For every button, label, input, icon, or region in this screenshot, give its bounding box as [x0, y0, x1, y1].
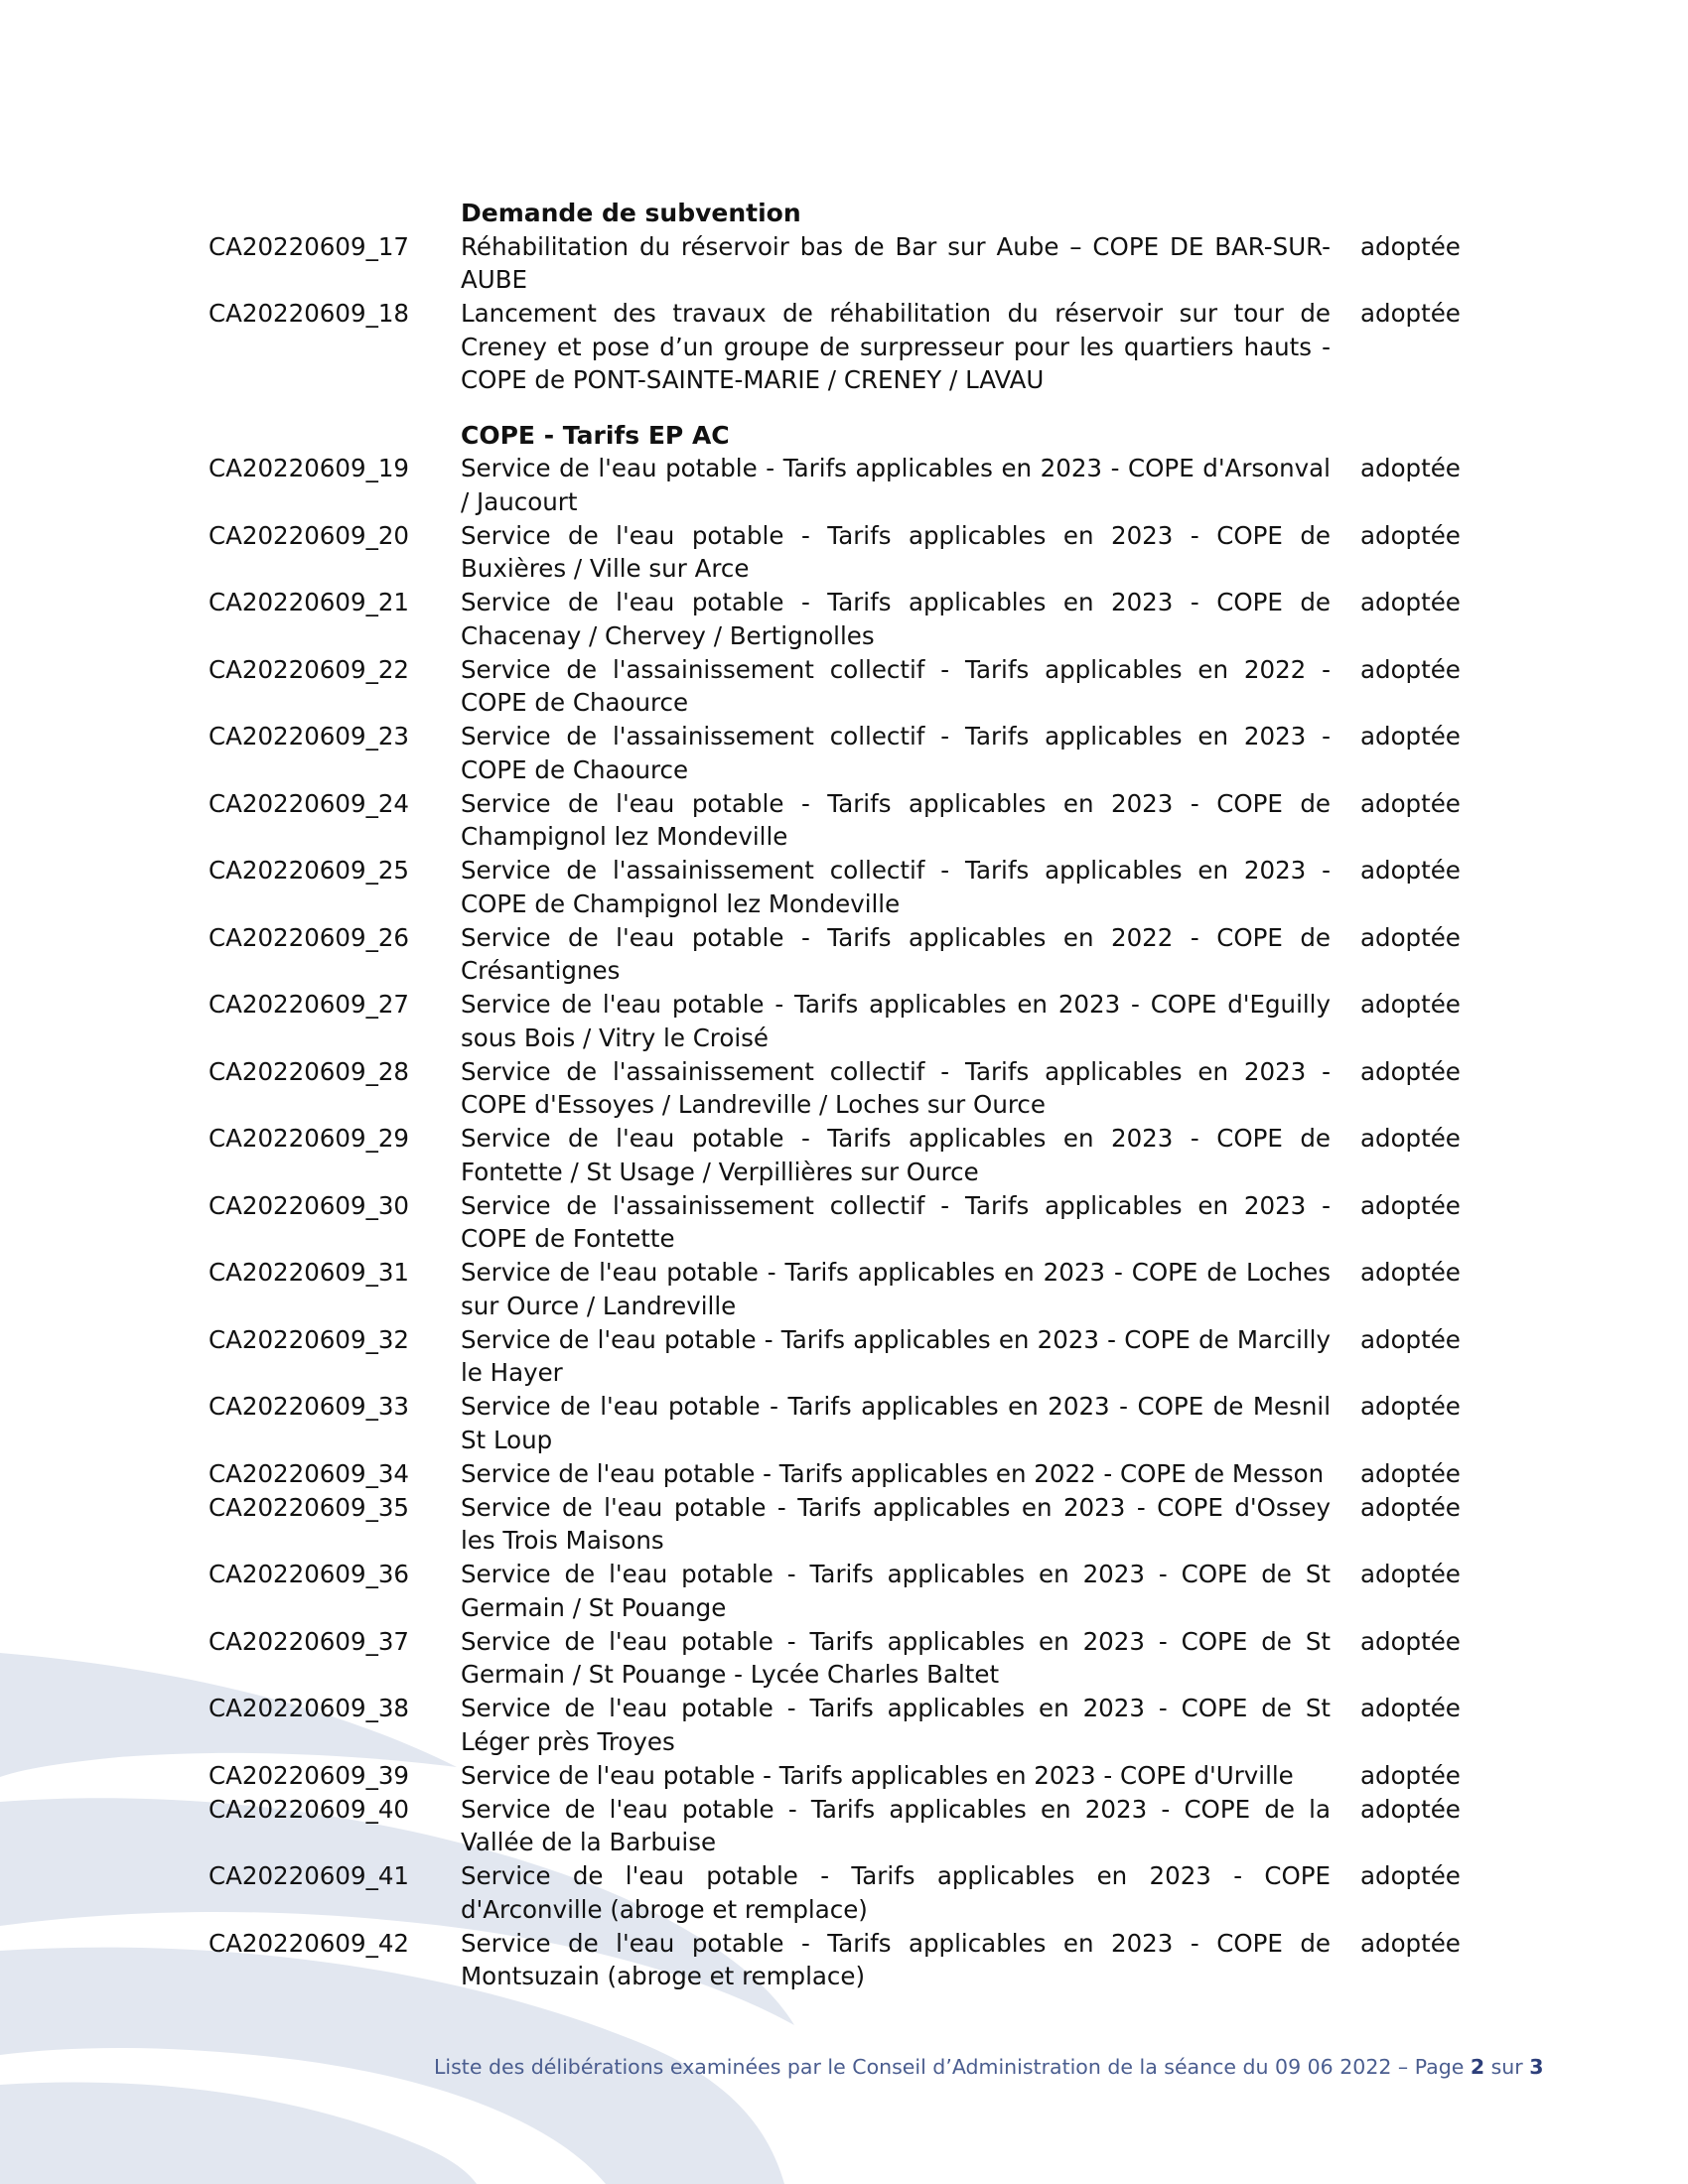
deliberation-text: Service de l'eau potable - Tarifs applicables en 2023 - COPE de Buxières / Ville sur Arce: [461, 520, 1331, 583]
deliberation-id: CA20220609_23: [209, 722, 409, 751]
deliberation-text: Lancement des travaux de réhabilitation du réservoir sur tour de Creney et pose d’un groupe de surpresseur pour les quartiers hauts - COPE de PONT-SAINTE-MARIE / CRENEY / LAVAU: [461, 299, 1331, 394]
section-title: COPE - Tarifs EP AC: [461, 420, 730, 450]
deliberation-text: Service de l'eau potable - Tarifs applicables en 2023 - COPE de Mesnil St Loup: [461, 1392, 1331, 1454]
deliberation-id: CA20220609_21: [209, 588, 409, 616]
deliberation-row: [209, 297, 1489, 397]
deliberation-id: CA20220609_26: [209, 922, 409, 952]
deliberation-id: CA20220609_19: [209, 454, 409, 482]
footer-text: Liste des délibérations examinées par le Conseil d’Administration de la séance du 09 06 2022 – Page: [434, 2055, 1471, 2079]
deliberation-row: [209, 1759, 1489, 1793]
section-cope-tarifs: [209, 419, 1489, 1993]
deliberation-id: CA20220609_22: [209, 654, 409, 684]
deliberation-status: adoptée: [1360, 1458, 1461, 1488]
deliberation-text: Service de l'assainissement collectif - Tarifs applicables en 2023 - COPE de Fontette: [461, 1190, 1331, 1253]
deliberation-row: [209, 653, 1489, 720]
deliberation-text: Service de l'eau potable - Tarifs applicables en 2023 - COPE de Champignol lez Mondeville: [461, 788, 1331, 851]
deliberation-status: adoptée: [1360, 1056, 1461, 1086]
deliberation-id: CA20220609_31: [209, 1258, 409, 1287]
deliberation-status: adoptée: [1360, 856, 1461, 885]
deliberation-id: CA20220609_20: [209, 520, 409, 550]
deliberation-text: Service de l'eau potable - Tarifs applicables en 2023 - COPE de la Vallée de la Barbuise: [461, 1794, 1331, 1856]
deliberation-status: adoptée: [1360, 1626, 1461, 1656]
deliberation-status: adoptée: [1360, 1492, 1461, 1522]
deliberation-row: [209, 1793, 1489, 1859]
deliberation-row: [209, 1692, 1489, 1758]
section-demande-subvention: [209, 197, 1489, 397]
deliberation-id: CA20220609_34: [209, 1458, 409, 1488]
deliberation-text: Réhabilitation du réservoir bas de Bar sur Aube – COPE DE BAR-SUR-AUBE: [461, 231, 1331, 294]
deliberation-id: CA20220609_24: [209, 788, 409, 818]
deliberation-text: Service de l'eau potable - Tarifs applicables en 2023 - COPE de Chacenay / Chervey / Bertignolles: [461, 588, 1331, 650]
deliberation-row: [209, 854, 1489, 920]
deliberation-status: adoptée: [1360, 1928, 1461, 1958]
deliberation-text: Service de l'eau potable - Tarifs applicables en 2023 - COPE d'Arsonval / Jaucourt: [461, 454, 1331, 516]
deliberation-id: CA20220609_29: [209, 1124, 409, 1153]
deliberation-id: CA20220609_33: [209, 1392, 409, 1421]
deliberation-text: Service de l'assainissement collectif - Tarifs applicables en 2022 - COPE de Chaource: [461, 654, 1331, 717]
deliberation-status: adoptée: [1360, 1560, 1461, 1588]
deliberation-status: adoptée: [1360, 1694, 1461, 1722]
deliberation-row: [209, 1323, 1489, 1390]
deliberation-status: adoptée: [1360, 299, 1461, 328]
deliberation-row: [209, 1927, 1489, 1993]
deliberation-row: [209, 1625, 1489, 1692]
deliberation-row: [209, 720, 1489, 786]
deliberation-id: CA20220609_40: [209, 1794, 409, 1824]
deliberation-row: [209, 1256, 1489, 1322]
deliberation-text: Service de l'eau potable - Tarifs applicables en 2023 - COPE d'Arconville (abroge et remplace): [461, 1861, 1331, 1924]
deliberation-status: adoptée: [1360, 1258, 1461, 1287]
deliberation-row: [209, 586, 1489, 652]
deliberation-id: CA20220609_38: [209, 1694, 409, 1722]
deliberation-id: CA20220609_39: [209, 1760, 409, 1790]
deliberation-text: Service de l'assainissement collectif - Tarifs applicables en 2023 - COPE d'Essoyes / Landreville / Loches sur Ource: [461, 1056, 1331, 1119]
deliberation-id: CA20220609_27: [209, 990, 409, 1019]
deliberation-id: CA20220609_30: [209, 1190, 409, 1220]
deliberation-row: [209, 519, 1489, 586]
section-title: Demande de subvention: [461, 199, 801, 227]
deliberation-id: CA20220609_35: [209, 1492, 409, 1522]
deliberations-list: [209, 197, 1489, 2015]
deliberation-id: CA20220609_18: [209, 299, 409, 328]
deliberation-row: [209, 1122, 1489, 1188]
deliberation-row: [209, 1055, 1489, 1122]
deliberation-status: adoptée: [1360, 1794, 1461, 1824]
deliberation-status: adoptée: [1360, 922, 1461, 952]
deliberation-text: Service de l'eau potable - Tarifs applicables en 2022 - COPE de Crésantignes: [461, 922, 1331, 985]
deliberation-row: [209, 1558, 1489, 1624]
deliberation-text: Service de l'eau potable - Tarifs applicables en 2023 - COPE de Montsuzain (abroge et remplace): [461, 1928, 1331, 1990]
deliberation-text: Service de l'eau potable - Tarifs applicables en 2023 - COPE de St Germain / St Pouange: [461, 1560, 1331, 1622]
deliberation-status: adoptée: [1360, 990, 1461, 1019]
deliberation-row: [209, 988, 1489, 1054]
footer-page-number: 2: [1470, 2055, 1485, 2079]
deliberation-id: CA20220609_36: [209, 1560, 409, 1588]
deliberation-id: CA20220609_17: [209, 231, 409, 261]
deliberation-row: [209, 1859, 1489, 1926]
deliberation-status: adoptée: [1360, 454, 1461, 482]
deliberation-text: Service de l'eau potable - Tarifs applicables en 2023 - COPE de Fontette / St Usage / Verpillières sur Ource: [461, 1124, 1331, 1186]
deliberation-row: [209, 452, 1489, 518]
deliberation-id: CA20220609_41: [209, 1861, 409, 1890]
deliberation-row: [209, 1491, 1489, 1558]
deliberation-status: adoptée: [1360, 520, 1461, 550]
deliberation-row: [209, 1390, 1489, 1456]
deliberation-row: [209, 1457, 1489, 1491]
deliberation-row: [209, 230, 1489, 297]
deliberation-text: Service de l'eau potable - Tarifs applicables en 2023 - COPE d'Ossey les Trois Maisons: [461, 1492, 1331, 1555]
deliberation-id: CA20220609_28: [209, 1056, 409, 1086]
deliberation-status: adoptée: [1360, 1124, 1461, 1153]
deliberation-status: adoptée: [1360, 722, 1461, 751]
deliberation-status: adoptée: [1360, 1324, 1461, 1354]
deliberation-text: Service de l'eau potable - Tarifs applicables en 2023 - COPE d'Urville: [461, 1760, 1294, 1790]
deliberation-text: Service de l'eau potable - Tarifs applicables en 2023 - COPE de St Germain / St Pouange - Lycée Charles Baltet: [461, 1626, 1331, 1689]
deliberation-id: CA20220609_42: [209, 1928, 409, 1958]
deliberation-row: [209, 787, 1489, 854]
deliberation-text: Service de l'eau potable - Tarifs applicables en 2023 - COPE d'Eguilly sous Bois / Vitry le Croisé: [461, 990, 1331, 1052]
deliberation-text: Service de l'eau potable - Tarifs applicables en 2023 - COPE de Loches sur Ource / Landreville: [461, 1258, 1331, 1320]
deliberation-status: adoptée: [1360, 231, 1461, 261]
deliberation-status: adoptée: [1360, 788, 1461, 818]
deliberation-status: adoptée: [1360, 1760, 1461, 1790]
deliberation-status: adoptée: [1360, 1861, 1461, 1890]
deliberation-text: Service de l'eau potable - Tarifs applicables en 2023 - COPE de Marcilly le Hayer: [461, 1324, 1331, 1387]
deliberation-row: [209, 1189, 1489, 1256]
deliberation-text: Service de l'eau potable - Tarifs applicables en 2023 - COPE de St Léger près Troyes: [461, 1694, 1331, 1756]
deliberation-id: CA20220609_25: [209, 856, 409, 885]
deliberation-status: adoptée: [1360, 1190, 1461, 1220]
footer-separator: sur: [1484, 2055, 1530, 2079]
deliberation-text: Service de l'assainissement collectif - Tarifs applicables en 2023 - COPE de Champignol lez Mondeville: [461, 856, 1331, 918]
page-footer: [434, 2055, 1544, 2079]
deliberation-row: [209, 921, 1489, 988]
deliberation-status: adoptée: [1360, 654, 1461, 684]
deliberation-id: CA20220609_32: [209, 1324, 409, 1354]
footer-page-total: 3: [1529, 2055, 1544, 2079]
deliberation-text: Service de l'eau potable - Tarifs applicables en 2022 - COPE de Messon: [461, 1458, 1325, 1488]
deliberation-status: adoptée: [1360, 588, 1461, 616]
deliberation-text: Service de l'assainissement collectif - Tarifs applicables en 2023 - COPE de Chaource: [461, 722, 1331, 784]
deliberation-status: adoptée: [1360, 1392, 1461, 1421]
deliberation-id: CA20220609_37: [209, 1626, 409, 1656]
